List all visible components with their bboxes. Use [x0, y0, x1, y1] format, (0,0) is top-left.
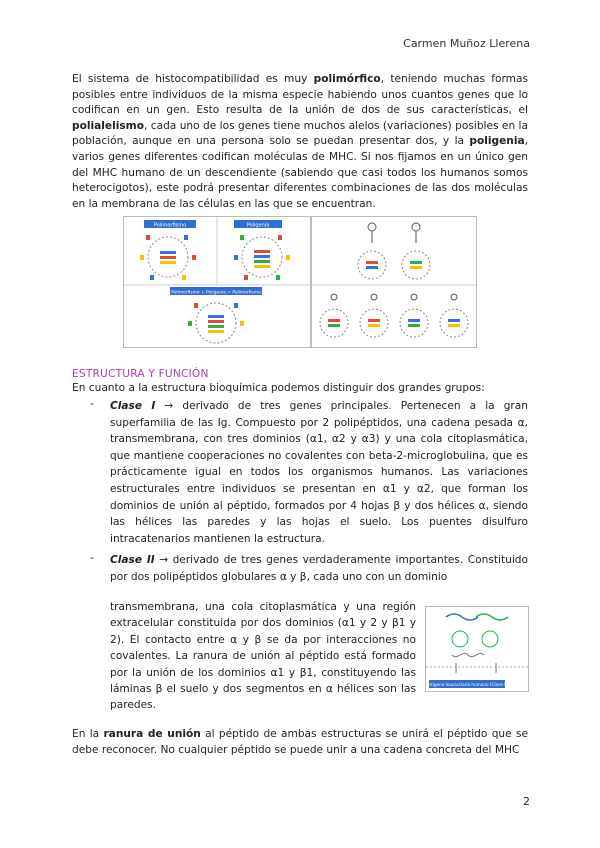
term-ranura-union: ranura de unión — [103, 728, 201, 740]
cell-diagram-1 — [140, 235, 196, 280]
polymorphism-figure — [123, 216, 311, 348]
bullet-marker-1: - — [90, 398, 94, 410]
offspring-figures — [320, 294, 468, 337]
page-number: 2 — [523, 795, 530, 808]
class-ii-continuation: transmembrana, una cola citoplasmática y una región extracelular constituida por dos dominios (α1 y 2 y β1 y 2). El contacto entre α y β se da por interacciones no covalentes. La ranura de unión al péptido está formado por la unión de los dominios α1 y β1, constituyendo las láminas β el suelo y dos segmentos en α hélices son las paredes. — [110, 601, 416, 712]
closing-paragraph: En la ranura de unión al péptido de ambas estructuras se unirá el péptido que se debe reconocer. No cualquier péptido se puede unir a una cadena concreta del MHC — [72, 728, 528, 756]
inheritance-figure — [311, 216, 477, 348]
label-combined: Polimorfismo + Poligenia = Polimorfismo — [171, 290, 261, 296]
term-polimorfico: polimórfico — [313, 73, 381, 85]
class-i-label: Clase I — [110, 400, 156, 412]
class-ii-item: Clase II → derivado de tres genes verdaderamente importantes. Constituido por dos polipéptidos globulares α y β, cada uno con un dominio — [110, 554, 528, 583]
class-ii-diagram — [426, 607, 528, 691]
bullet-marker-2: - — [90, 552, 94, 564]
label-poligenia: Poligenia — [246, 222, 270, 229]
intro-paragraph: El sistema de histocompatibilidad es muy polimórfico, teniendo muchas formas posibles entre individuos de la misma especie habiendo unos cuantos genes que lo codifican en un gen. Esto resulta de la unión de dos de sus características, el polialelismo, cada uno de los genes tiene muchos alelos (variaciones) posibles en la población, aunque en una persona solo se puedan presentar dos, y la poligenia, varios genes diferentes codifican moléculas de MHC. Si nos fijamos en un único gen del MHC humano de un descendiente (sabiendo que casi todos los humanos somos heterocigotos), este podrá presentar diferentes combinaciones de las dos moléculas en la membrana de las células en las que se encuentran. — [72, 73, 528, 210]
class-i-item: Clase I → derivado de tres genes principales. Pertenecen a la gran superfamilia de las Ig. Compuesto por 2 polipéptidos, una cadena pesada α, transmembrana, con tres dominios (α1, α2 y α3) y una cola citoplasmática, que mantiene cooperaciones no covalentes con beta-2-microglobulina, que es prácticamente igual en todos los organismos humanos. Las variaciones estructurales entre individuos se presentan en α1 y α2, que forman los dominios de unión al péptido, formados por 4 hojas β y dos hélices α, siendo las hélices las paredes y las hojas el suelo. Los puentes disulfuro intracatenarios mantienen la estructura. — [110, 400, 528, 545]
term-polialelismo: polialelismo — [72, 119, 144, 132]
label-polimorfismo: Polimorfismo — [153, 222, 187, 229]
class-ii-caption: Antígeno leucocitario humano (Clase II) — [426, 682, 509, 687]
author-name: Carmen Muñoz Llerena — [403, 37, 530, 50]
term-poligenia: poligenia — [469, 135, 525, 148]
section-intro: En cuanto a la estructura bioquímica podemos distinguir dos grandes grupos: — [72, 382, 485, 394]
inheritance-diagram — [312, 217, 476, 347]
section-heading: ESTRUCTURA Y FUNCIÓN — [72, 368, 209, 380]
class-ii-figure — [425, 606, 529, 692]
cell-diagram-3 — [188, 303, 244, 343]
parent-figures — [358, 223, 430, 279]
class-ii-label: Clase II — [110, 554, 155, 566]
cell-diagram-2 — [234, 235, 290, 280]
polymorphism-diagram — [124, 217, 310, 347]
